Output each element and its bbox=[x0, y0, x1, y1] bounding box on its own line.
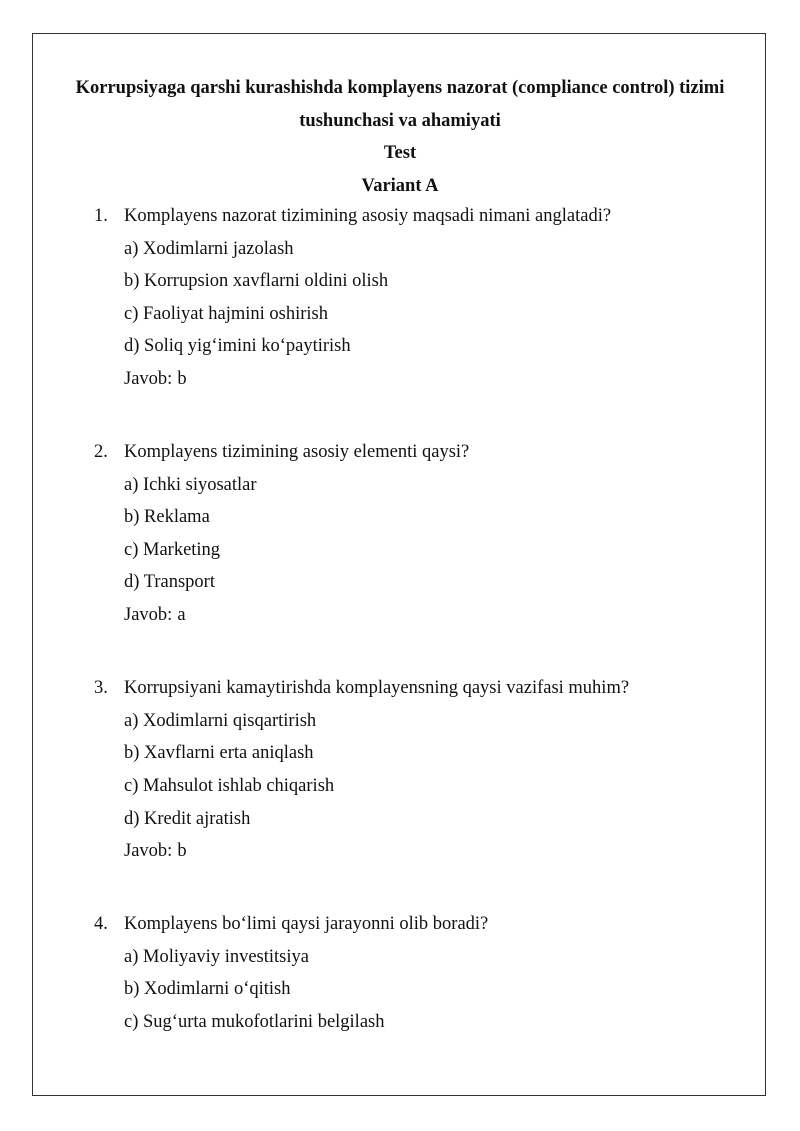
answer-line bbox=[94, 835, 754, 868]
option-b: b) Korrupsion xavflarni oldini olish bbox=[124, 271, 389, 292]
question-text: Korrupsiyani kamaytirishda komplayensning qaysi vazifasi muhim? bbox=[124, 678, 630, 699]
question-2 bbox=[94, 436, 754, 632]
document-header bbox=[40, 72, 760, 202]
option-d: d) Kredit ajratish bbox=[124, 808, 251, 829]
answer-value: b bbox=[177, 841, 187, 862]
answer-line bbox=[94, 363, 754, 396]
answer-label: Javob: bbox=[124, 605, 173, 626]
title-line-2: tushunchasi va ahamiyati bbox=[299, 110, 501, 131]
answer-line bbox=[94, 599, 754, 632]
question-number: 1. bbox=[94, 206, 108, 226]
option-b: b) Reklama bbox=[124, 507, 210, 528]
question-stem bbox=[94, 672, 754, 705]
question-list bbox=[94, 200, 754, 1079]
option-b: b) Xavflarni erta aniqlash bbox=[124, 743, 314, 764]
option-c: c) Mahsulot ishlab chiqarish bbox=[124, 775, 335, 796]
question-number: 2. bbox=[94, 442, 108, 463]
question-stem bbox=[94, 436, 754, 469]
option-a: a) Xodimlarni jazolash bbox=[124, 238, 294, 259]
test-subtitle: Test bbox=[383, 143, 417, 163]
question-text: Komplayens tizimining asosiy elementi qaysi? bbox=[124, 442, 470, 463]
question-1 bbox=[94, 200, 754, 396]
variant-label: Variant A bbox=[361, 175, 439, 196]
option-c: c) Faoliyat hajmini oshirish bbox=[124, 303, 328, 324]
question-stem bbox=[94, 908, 754, 941]
option-d: d) Transport bbox=[124, 572, 215, 593]
question-text: Komplayens nazorat tizimining asosiy maqsadi nimani anglatadi? bbox=[124, 206, 612, 226]
option-d: d) Soliq yig‘imini ko‘paytirish bbox=[124, 336, 351, 357]
answer-label: Javob: bbox=[124, 368, 173, 389]
title-line-1: Korrupsiyaga qarshi kurashishda komplayens nazorat (compliance control) tizimi bbox=[75, 78, 725, 98]
answer-value: b bbox=[177, 368, 187, 389]
question-text: Komplayens bo‘limi qaysi jarayonni olib boradi? bbox=[124, 914, 489, 935]
question-4 bbox=[94, 908, 754, 1038]
question-number: 3. bbox=[94, 678, 108, 699]
option-a: a) Xodimlarni qisqartirish bbox=[124, 710, 317, 731]
option-b: b) Xodimlarni o‘qitish bbox=[124, 979, 291, 1000]
answer-value: a bbox=[177, 605, 186, 626]
option-c: c) Marketing bbox=[124, 539, 221, 560]
question-3 bbox=[94, 672, 754, 868]
answer-label: Javob: bbox=[124, 841, 173, 862]
question-number: 4. bbox=[94, 914, 108, 935]
option-a: a) Moliyaviy investitsiya bbox=[124, 946, 309, 967]
option-a: a) Ichki siyosatlar bbox=[124, 474, 257, 495]
option-c: c) Sug‘urta mukofotlarini belgilash bbox=[124, 1011, 385, 1032]
question-stem bbox=[94, 200, 754, 233]
